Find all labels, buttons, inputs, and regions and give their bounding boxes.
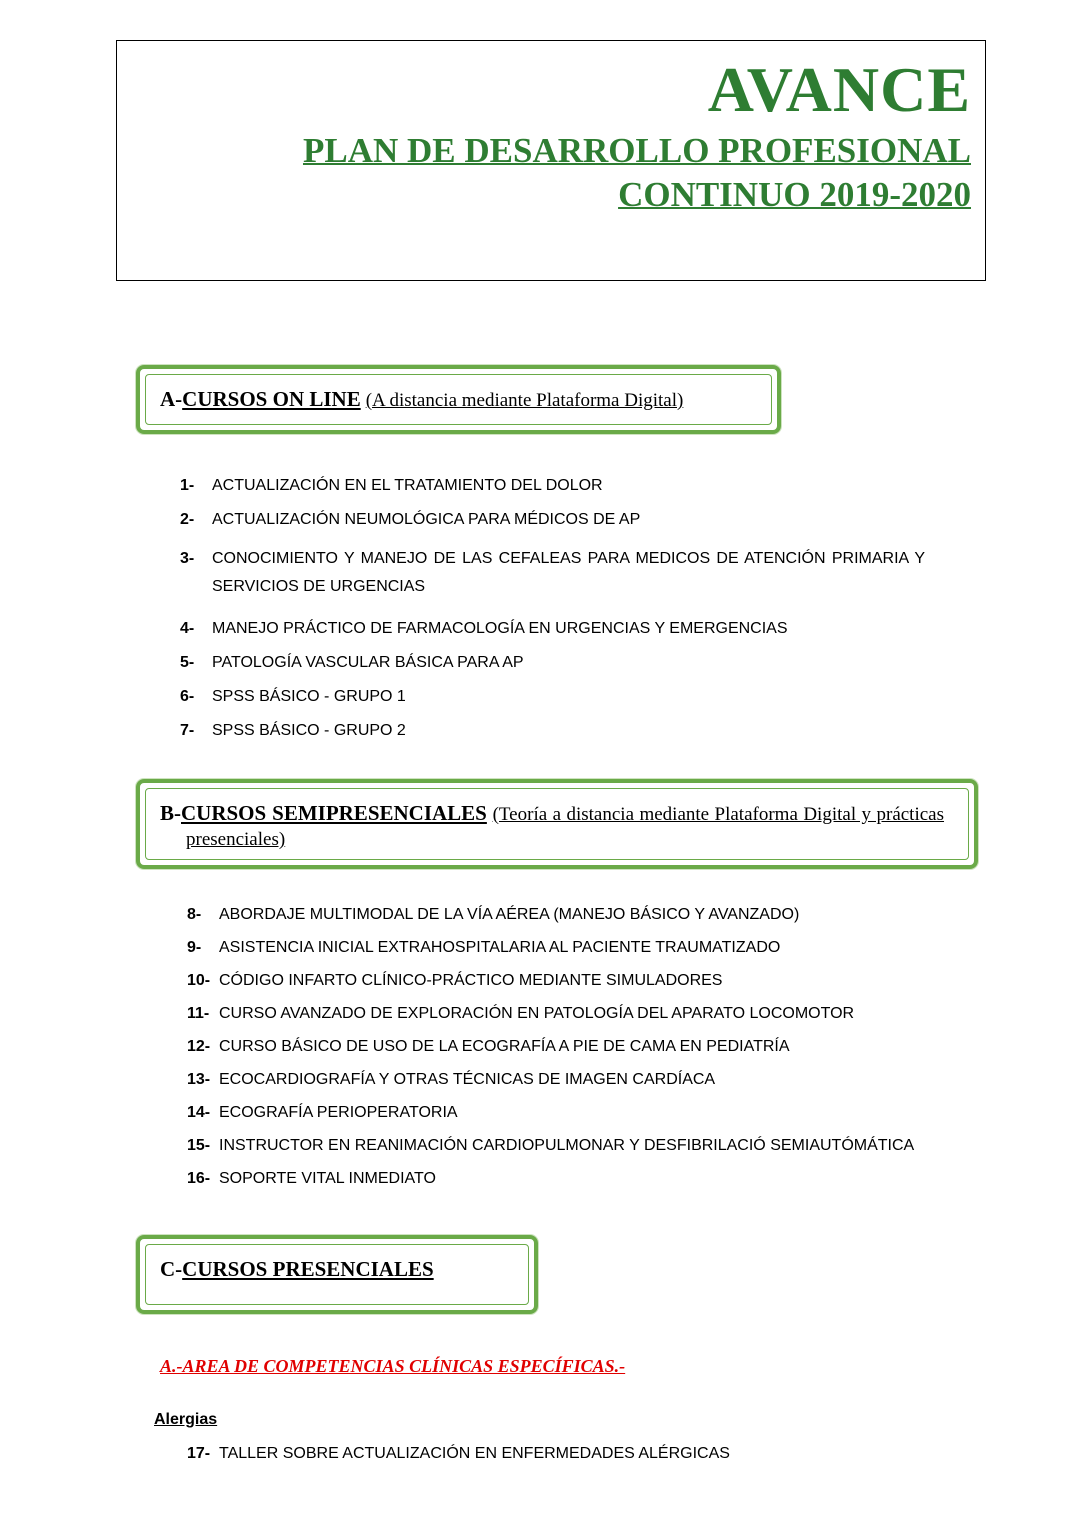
section-c-course-list xyxy=(187,1440,977,1468)
document-subtitle xyxy=(303,129,971,217)
section-c-heading: C-CURSOS PRESENCIALES xyxy=(160,1257,434,1281)
course-item: 10- CÓDIGO INFARTO CLÍNICO-PRÁCTICO MEDIANTE SIMULADORES xyxy=(187,972,723,989)
course-item: 4- MANEJO PRÁCTICO DE FARMACOLOGÍA EN URGENCIAS Y EMERGENCIAS xyxy=(180,620,788,637)
area-title: A.-AREA DE COMPETENCIAS CLÍNICAS ESPECÍFICAS.- xyxy=(160,1356,626,1376)
document-header xyxy=(116,40,986,281)
section-a-heading: A-CURSOS ON LINE (A distancia mediante Plataforma Digital) xyxy=(160,387,684,411)
course-item: 17- TALLER SOBRE ACTUALIZACIÓN EN ENFERMEDADES ALÉRGICAS xyxy=(187,1445,730,1462)
course-item: 1- ACTUALIZACIÓN EN EL TRATAMIENTO DEL DOLOR xyxy=(180,477,603,494)
section-c-box xyxy=(136,1235,538,1314)
course-item: 5- PATOLOGÍA VASCULAR BÁSICA PARA AP xyxy=(180,654,524,671)
section-b-course-list xyxy=(187,901,977,1193)
subtitle-line-1: PLAN DE DESARROLLO PROFESIONAL xyxy=(302,131,971,170)
course-item: 11- CURSO AVANZADO DE EXPLORACIÓN EN PATOLOGÍA DEL APARATO LOCOMOTOR xyxy=(187,1005,855,1022)
course-item: 16- SOPORTE VITAL INMEDIATO xyxy=(187,1170,436,1187)
subarea-title: Alergias xyxy=(154,1411,218,1428)
section-a-course-list xyxy=(180,472,925,745)
course-item: 15- INSTRUCTOR EN REANIMACIÓN CARDIOPULMONAR Y DESFIBRILACIÓ SEMIAUTÓMÁTICA xyxy=(187,1137,915,1154)
course-item: 6- SPSS BÁSICO - GRUPO 1 xyxy=(180,688,406,705)
subtitle-line-2: CONTINUO 2019-2020 xyxy=(618,175,971,214)
document-title: AVANCE xyxy=(707,54,971,125)
section-b-box xyxy=(136,779,978,869)
section-a-box xyxy=(136,365,781,434)
course-item: 7- SPSS BÁSICO - GRUPO 2 xyxy=(180,722,406,739)
course-item: 8- ABORDAJE MULTIMODAL DE LA VÍA AÉREA (MANEJO BÁSICO Y AVANZADO) xyxy=(187,906,800,923)
course-item: 3- CONOCIMIENTO Y MANEJO DE LAS CEFALEAS PARA MEDICOS DE ATENCIÓN PRIMARIA Y SERVICIOS DE URGENCIAS xyxy=(180,550,925,595)
course-item: 2- ACTUALIZACIÓN NEUMOLÓGICA PARA MÉDICOS DE AP xyxy=(180,511,641,528)
course-item: 9- ASISTENCIA INICIAL EXTRAHOSPITALARIA AL PACIENTE TRAUMATIZADO xyxy=(187,939,781,956)
course-item: 14- ECOGRAFÍA PERIOPERATORIA xyxy=(187,1104,458,1121)
course-item: 13- ECOCARDIOGRAFÍA Y OTRAS TÉCNICAS DE IMAGEN CARDÍACA xyxy=(187,1071,716,1088)
section-b-heading: B-CURSOS SEMIPRESENCIALES (Teoría a distancia mediante Plataforma Digital y prácticas presenciales) xyxy=(160,801,945,850)
course-item: 12- CURSO BÁSICO DE USO DE LA ECOGRAFÍA A PIE DE CAMA EN PEDIATRÍA xyxy=(187,1038,790,1055)
